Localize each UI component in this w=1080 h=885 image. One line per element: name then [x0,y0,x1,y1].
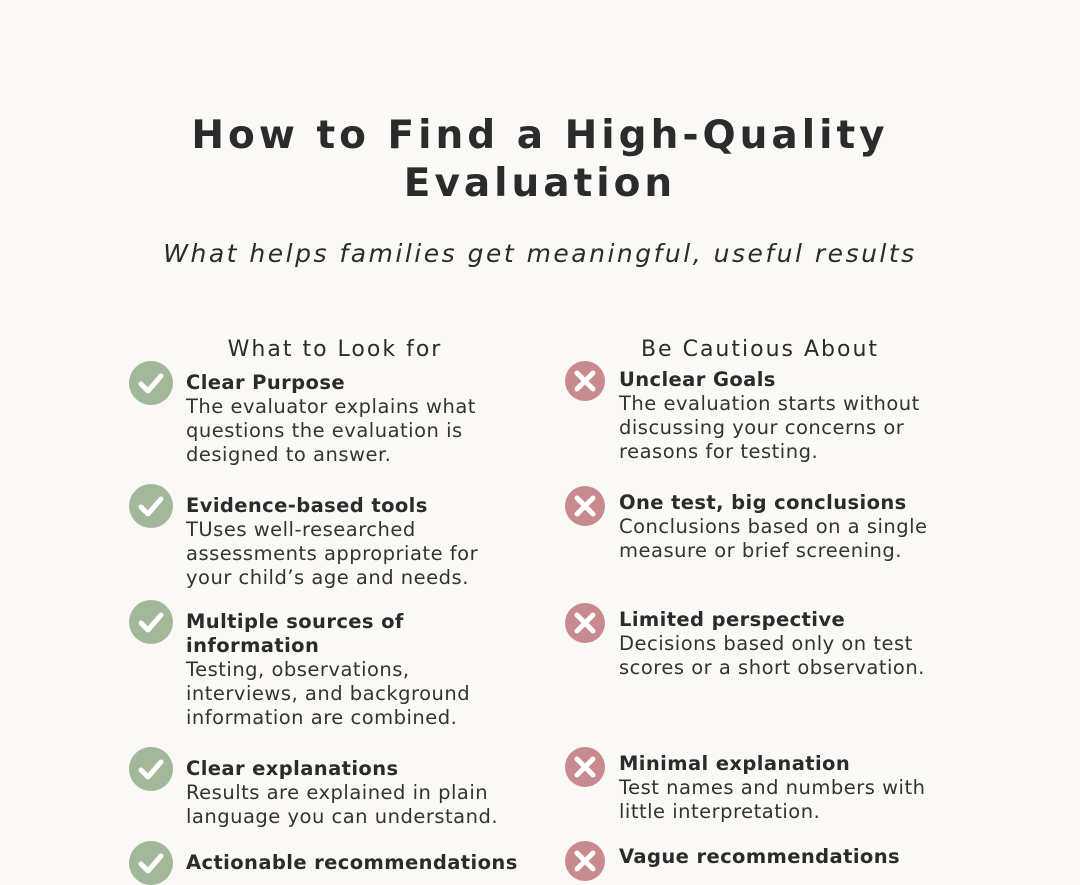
check-circle-icon [129,484,173,528]
item-heading: One test, big conclusions [619,491,907,514]
item-heading: Vague recommendations [619,845,900,868]
item-description: The evaluation starts without discussing your concerns or reasons for testing. [619,392,920,463]
page-title [0,112,1080,208]
item-heading: Multiple sources of information [186,610,404,657]
item-heading: Evidence-based tools [186,494,428,517]
check-circle-icon [129,841,173,885]
item-heading: Minimal explanation [619,752,851,775]
check-circle-icon [129,747,173,791]
x-circle-icon [565,603,605,643]
item-heading: Clear Purpose [186,371,345,394]
x-circle-icon [565,486,605,526]
item-heading: Unclear Goals [619,368,776,391]
title-line-2: Evaluation [403,161,677,206]
x-circle-icon [565,361,605,401]
item-description: Results are explained in plain language you can understand. [186,781,499,828]
item-heading: Actionable recommendations [186,851,518,874]
x-circle-icon [565,747,605,787]
item-heading: Limited perspective [619,608,846,631]
item-description: Test names and numbers with little interpretation. [619,776,926,823]
item-description: TUses well-researched assessments appropriate for your child’s age and needs. [186,518,479,589]
item-description: Conclusions based on a single measure or brief screening. [619,515,928,562]
cautious-heading: Be Cautious About [640,337,880,363]
check-circle-icon [129,600,173,644]
item-description: The evaluator explains what questions the evaluation is designed to answer. [186,395,476,466]
check-circle-icon [129,361,173,405]
x-circle-icon [565,841,605,881]
subtitle: What helps families get meaningful, useful results [163,239,917,268]
item-description: Decisions based only on test scores or a short observation. [619,632,925,679]
look-for-heading: What to Look for [227,337,443,363]
title-line-1: How to Find a High-Quality [191,113,889,158]
item-description: Testing, observations, interviews, and background information are combined. [186,658,471,729]
item-heading: Clear explanations [186,757,399,780]
